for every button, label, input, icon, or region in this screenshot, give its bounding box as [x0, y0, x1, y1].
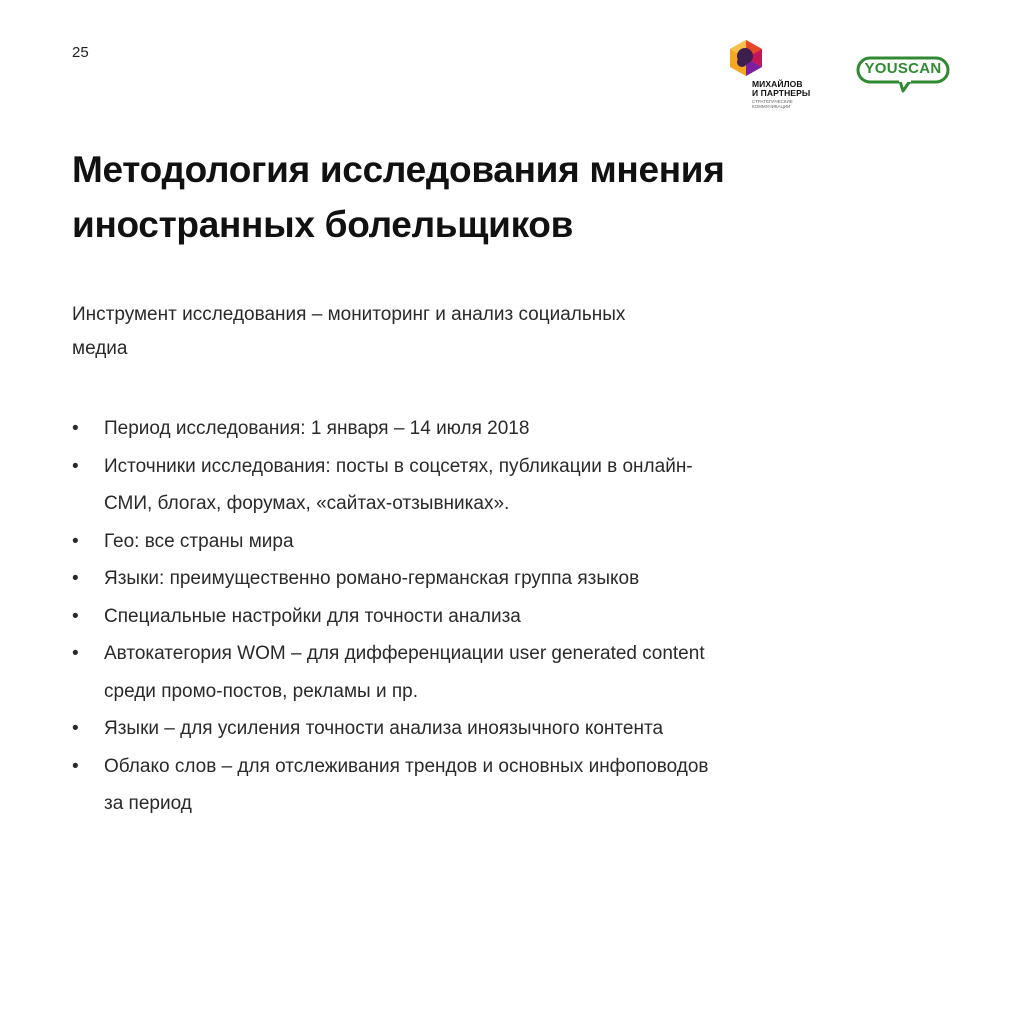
mikhailov-logo-subtitle: СТРАТЕГИЧЕСКИЕ КОММУНИКАЦИИ: [752, 99, 793, 109]
list-item-text: Автокатегория WOM – для дифференциации user generated content среди промо-постов, рекламы и пр.: [104, 643, 705, 702]
page-title: Методология исследования мнения иностранных болельщиков: [72, 149, 725, 245]
bullet-marker: •: [72, 643, 79, 664]
list-item-text: Языки – для усиления точности анализа иноязычного контента: [104, 718, 664, 739]
page-number: 25: [72, 44, 89, 61]
logos: [726, 38, 952, 109]
bullet-marker: •: [72, 605, 79, 627]
youscan-logo-text: YOUSCAN: [864, 60, 942, 77]
youscan-logo: [856, 56, 952, 94]
list-item: [72, 410, 712, 448]
list-item: [72, 710, 712, 748]
list-item-text: Облако слов – для отслеживания трендов и основных инфоповодов за период: [104, 755, 709, 814]
list-item-text: Специальные настройки для точности анализа: [104, 605, 521, 627]
bullet-marker: •: [72, 718, 79, 739]
bullet-list: [72, 410, 712, 823]
bullet-marker: •: [72, 755, 79, 777]
list-item: [72, 635, 712, 710]
bullet-marker: •: [72, 568, 79, 589]
list-item: [72, 560, 712, 598]
mikhailov-logo-name: МИХАЙЛОВ И ПАРТНЕРЫ: [752, 79, 811, 98]
bullet-marker: •: [72, 455, 79, 477]
bullet-marker: •: [72, 418, 79, 439]
list-item: [72, 523, 712, 561]
bullet-marker: •: [72, 530, 79, 552]
list-item-text: Источники исследования: посты в соцсетях, публикации в онлайн-СМИ, блогах, форумах, «сайтах-отзывниках».: [104, 455, 693, 514]
intro-text: Инструмент исследования – мониторинг и анализ социальных медиа: [72, 304, 626, 359]
list-item-text: Гео: все страны мира: [104, 530, 294, 552]
list-item-text: Языки: преимущественно романо-германская группа языков: [104, 568, 640, 589]
list-item-text: Период исследования: 1 января – 14 июля 2018: [104, 418, 530, 439]
list-item: [72, 598, 712, 636]
hexagon-logo-icon: [726, 38, 766, 78]
mikhailov-partners-logo: [726, 38, 816, 109]
list-item: [72, 448, 712, 523]
list-item: [72, 748, 712, 823]
